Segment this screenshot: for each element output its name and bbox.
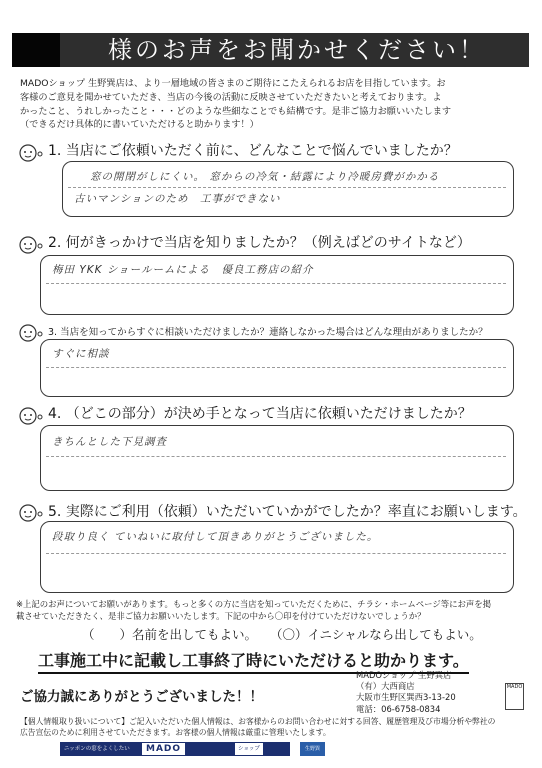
answer-box-3	[40, 339, 514, 397]
footer-store-name: 生野巽	[300, 742, 325, 756]
question-1: 1. 当店にご依頼いただく前に、どんなことで悩んでいましたか？	[48, 143, 458, 159]
privacy-notice	[20, 716, 495, 738]
face-icon	[18, 141, 44, 163]
shop-phone: 電話：06-6758-0834	[356, 703, 441, 714]
initial-option[interactable]: （〇）イニシャルなら出してもよい。	[270, 627, 482, 642]
publication-note	[16, 599, 491, 622]
title-bar	[12, 33, 529, 67]
footer-tagline: ニッポンの窓をよくしたい	[64, 746, 130, 752]
thanks-message: ご協力誠にありがとうございました！！	[20, 689, 263, 705]
intro-text	[20, 77, 526, 132]
answer-line	[46, 367, 506, 368]
shop-company: （有）大西商店	[356, 681, 415, 692]
answer-2-line-1: 梅田 YKK ショールームによる 優良工務店の紹介	[52, 264, 314, 276]
face-icon	[18, 501, 44, 523]
answer-line	[46, 456, 506, 457]
answer-1-line-2: 古いマンションのため 工事ができない	[74, 193, 281, 205]
footer-logo-sub: ショップ	[235, 743, 263, 755]
face-icon	[18, 321, 44, 343]
question-2: 2. 何がきっかけで当店を知りましたか？（例えばどのサイトなど）	[48, 235, 471, 251]
intro-line: 客様のご意見を聞かせていただき、当店の今後の活動に反映させていただきたいと考えております。よ	[20, 91, 442, 103]
question-3: 3. 当店を知ってからすぐに相談いただけましたか？連絡しなかった場合はどんな理由がありましたか？	[48, 327, 488, 338]
shop-name: MADOショップ 生野巽店	[356, 670, 452, 680]
shop-address: 大阪市生野区巽西3-13-20	[356, 692, 456, 703]
answer-line	[46, 283, 506, 284]
privacy-line: 【個人情報取り扱いについて】ご記入いただいた個人情報は、お客様からのお問い合わせに対する回答、履歴管理及び市場分析や弊社の	[20, 717, 496, 726]
answer-4-line-1: きちんとした下見調査	[52, 436, 167, 448]
question-5: 5. 実際にご利用（依頼）いただいていかがでしたか？率直にお願いします。	[48, 504, 527, 520]
page-title: 様のお声をお聞かせください！	[108, 36, 486, 64]
answer-line	[68, 187, 506, 188]
note-line: ※上記のお声についてお願いがあります。もっと多くの方に当店を知っていただくために、チラシ・ホームページ等にお声を掲	[16, 599, 492, 609]
intro-line: かったこと、うれしかったこと・・・どのような些細なことでも結構です。是非ご協力お願いいたします	[20, 105, 452, 117]
intro-line: （できるだけ具体的に書いていただけると助かります！）	[20, 119, 259, 131]
shop-info	[356, 670, 456, 715]
answer-3-line-1: すぐに相談	[52, 348, 110, 360]
answer-line	[46, 553, 506, 554]
privacy-line: 広告宣伝のために利用させていただきます。お客様の個人情報は厳重に管理いたします。	[20, 728, 331, 737]
completion-request: 工事施工中に記載し工事終了時にいただけると助かります。	[38, 648, 469, 674]
footer-banner	[60, 742, 290, 756]
name-option[interactable]: （ ）名前を出してもよい。	[82, 627, 258, 642]
note-line: 載させていただきたく、是非ご協力お願いいたします。下記の中から〇印を付けていただけないでしょうか？	[16, 610, 426, 621]
customer-name-box	[12, 33, 60, 67]
footer-mado-logo: MADO	[142, 743, 185, 755]
face-icon	[18, 404, 44, 426]
face-icon	[18, 233, 44, 255]
question-4: 4. （どこの部分）が決め手となって当店に依頼いただけましたか？	[48, 406, 472, 422]
intro-line: MADOショップ 生野巽店は、より一層地域の皆さまのご期待にこたえられるお店を目指しています。お	[20, 78, 446, 89]
answer-1-line-1: 窓の開閉がしにくい。 窓からの冷気・結露により冷暖房費がかかる	[90, 171, 440, 183]
answer-5-line-1: 段取り良く ていねいに取付して頂きありがとうございました。	[52, 531, 379, 543]
mado-stamp-logo: MADO	[505, 683, 524, 710]
